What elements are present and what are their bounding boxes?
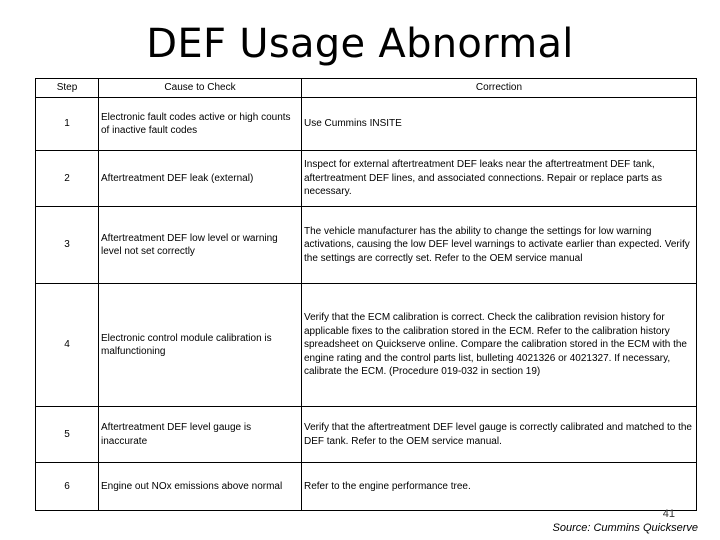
troubleshooting-table [35,78,697,511]
cause-cell: Aftertreatment DEF low level or warning level not set correctly [99,207,302,284]
correction-cell: The vehicle manufacturer has the ability to change the settings for low warning activations, causing the low DEF level warnings to activate earlier than expected. Verify the settings are correctly set. Refer to the OEM service manual [302,207,697,284]
table-row [36,407,697,463]
page-number: 41 [662,508,675,520]
table-row [36,284,697,407]
table-header-row [36,79,697,98]
cause-cell: Aftertreatment DEF level gauge is inaccurate [99,407,302,463]
step-number: 5 [36,407,99,463]
source-citation: Source: Cummins Quickserve [552,522,698,534]
table-row [36,463,697,511]
correction-cell: Refer to the engine performance tree. [302,463,697,511]
correction-cell: Verify that the ECM calibration is correct. Check the calibration revision history for applicable fixes to the calibration stored in the ECM. Refer to the calibration history spreadsheet on Quickserve online. Compare the calibration stored in the ECM with the engine rating and the control parts list, bulleting 4021326 or 4021327. If necessary, calibrate the ECM. (Procedure 019-032 in section 19) [302,284,697,407]
correction-cell: Inspect for external aftertreatment DEF leaks near the aftertreatment DEF tank, aftertreatment DEF lines, and associated connections. Repair or replace parts as necessary. [302,151,697,207]
step-number: 4 [36,284,99,407]
cause-cell: Engine out NOx emissions above normal [99,463,302,511]
correction-cell: Use Cummins INSITE [302,98,697,151]
header-cause: Cause to Check [99,79,302,98]
table-row [36,98,697,151]
header-step: Step [36,79,99,98]
cause-cell: Electronic control module calibration is malfunctioning [99,284,302,407]
cause-cell: Aftertreatment DEF leak (external) [99,151,302,207]
header-correction: Correction [302,79,697,98]
slide-title: DEF Usage Abnormal [146,21,574,67]
table-row [36,207,697,284]
cause-cell: Electronic fault codes active or high counts of inactive fault codes [99,98,302,151]
step-number: 3 [36,207,99,284]
table-row [36,151,697,207]
step-number: 2 [36,151,99,207]
correction-cell: Verify that the aftertreatment DEF level gauge is correctly calibrated and matched to the DEF tank. Refer to the OEM service manual. [302,407,697,463]
step-number: 1 [36,98,99,151]
step-number: 6 [36,463,99,511]
